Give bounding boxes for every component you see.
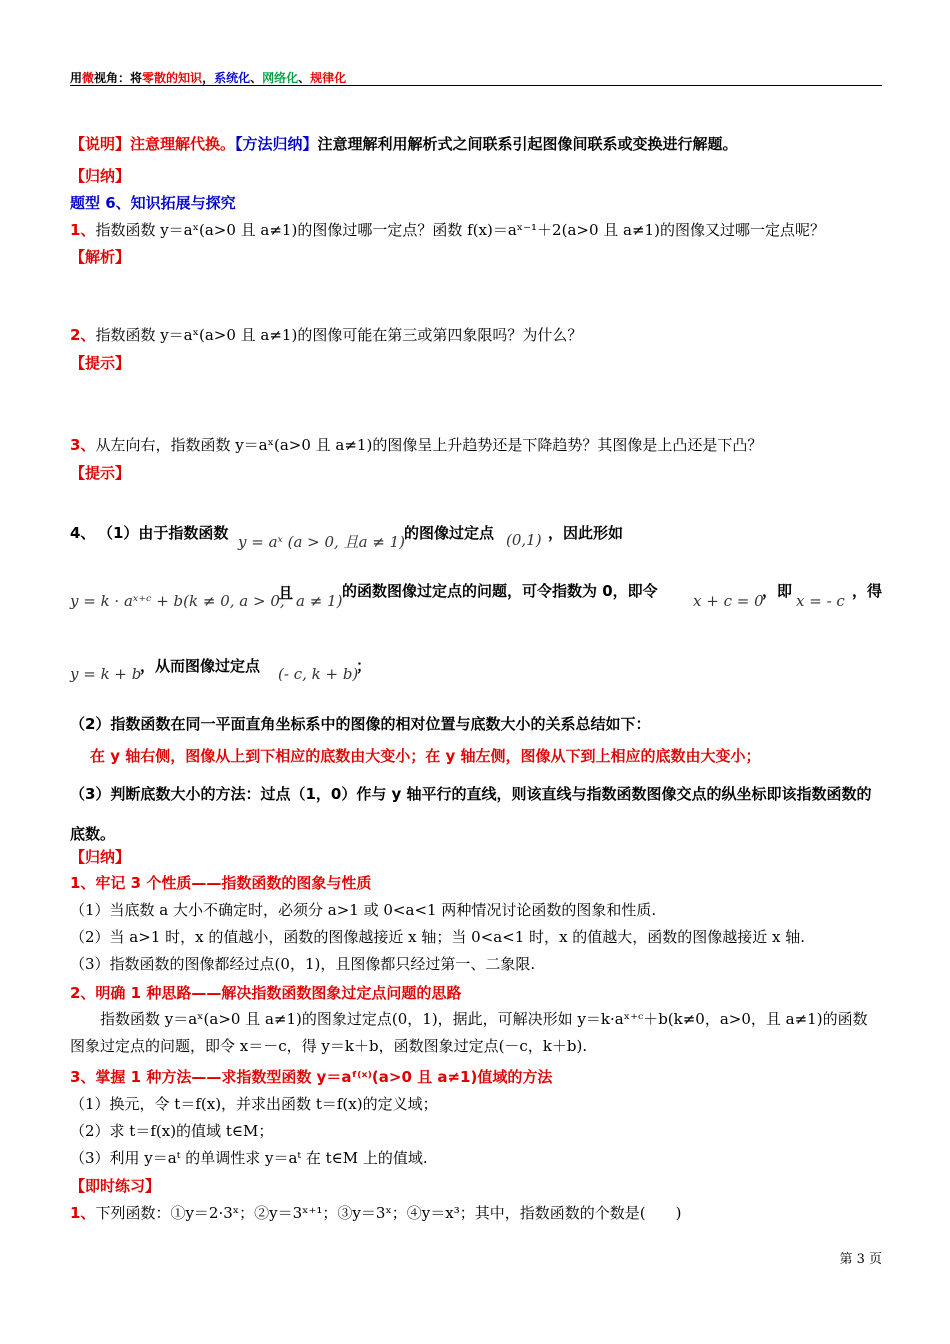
summary-item: （1）换元，令 t＝f(x)，并求出函数 t＝f(x)的定义域； [70,1095,438,1113]
header-part: 网络化 [262,71,299,85]
q4-text: 的函数图像过定点的问题，可令指数为 0，即令 [342,582,658,600]
summary-heading-2: 2、明确 1 种思路——解决指数函数图象过定点问题的思路 [70,984,462,1002]
header-part: 、 [250,71,263,85]
question-2 [70,324,582,345]
question-number: 1、 [70,221,96,239]
header-part: 微 [82,71,95,85]
question-number: 2、 [70,326,96,344]
q4-part-3: （3）判断底数大小的方法：过点（1，0）作与 y 轴平行的直线，则该直线与指数函数图像交点的纵坐标即该指数函数的底数。 [70,785,872,843]
page-number: 第 3 页 [839,1252,882,1267]
q4-text: ，从而图像过定点 [140,657,261,675]
header-part: ， [202,71,215,85]
header-part: 系统化 [214,71,251,85]
formula-exp-func: y = aˣ (a > 0, 且a ≠ 1) [238,533,406,551]
q4-text: （1）由于指数函数 [105,524,229,542]
method-tag: 【方法归纳】 [235,135,318,153]
header-part: 视角：将 [94,71,143,85]
question-text: 指数函数 y＝aˣ(a>0 且 a≠1)的图像过哪一定点？函数 f(x)＝aˣ⁻¹＋2(a>0 且 a≠1)的图像又过哪一定点呢？ [95,221,825,239]
summary-item: （3）利用 y＝aᵗ 的单调性求 y＝aᵗ 在 t∈M 上的值域. [70,1149,428,1167]
section-title: 题型 6、知识拓展与探究 [70,194,236,212]
question-text: 从左向右，指数函数 y＝aˣ(a>0 且 a≠1)的图像呈上升趋势还是下降趋势？其图像是上凸还是下凸？ [95,436,763,454]
q4-text: 且 [278,584,294,602]
note-text: 注意理解代换。 [130,135,236,153]
q4-text: ； [356,657,372,675]
note-tag: 【说明】 [70,135,131,153]
practice-tag: 【即时练习】 [70,1177,161,1195]
q4-text: 的图像过定点 [404,524,495,542]
page-header [70,69,346,86]
formula-x-plus-c: x + c = 0 [693,592,764,610]
header-part: 规律化 [310,71,347,85]
summary-item: （2）当 a>1 时，x 的值越小，函数的图像越接近 x 轴；当 0<a<1 时，x 的值越大，函数的图像越接近 x 轴. [70,928,806,946]
question-3 [70,434,762,455]
summary-heading-1: 1、牢记 3 个性质——指数函数的图象与性质 [70,874,372,892]
summary-paragraph: 指数函数 y＝aˣ(a>0 且 a≠1)的图象过定点(0，1)，据此，可解决形如 y＝k·aˣ⁺ᶜ＋b(k≠0，a>0，且 a≠1)的函数图象过定点的问题，即令 x＝－c，得 y＝k＋b，函数图象过定点(－c，k＋b). [70,1010,868,1055]
header-part: 、 [298,71,311,85]
hint-tag: 【提示】 [70,464,131,482]
formula-general: y = k · aˣ⁺ᶜ + b(k ≠ 0, a > 0, [70,592,285,610]
method-text: 注意理解利用解析式之间联系引起图像间联系或变换进行解题。 [317,135,738,153]
q4-text: ，即 [762,582,793,600]
formula-y-k-b: y = k + b [70,665,142,683]
summary-heading-3: 3、掌握 1 种方法——求指数型函数 y＝aᶠ⁽ˣ⁾(a>0 且 a≠1)值域的方法 [70,1068,553,1086]
summary-item: （2）求 t＝f(x)的值域 t∈M； [70,1122,274,1140]
summary-item: （3）指数函数的图像都经过点(0，1)，且图像都只经过第一、二象限. [70,955,536,973]
formula-point: (0,1) [506,531,542,549]
practice-question-1 [70,1202,681,1223]
summary-item: （1）当底数 a 大小不确定时，必须分 a>1 或 0<a<1 两种情况讨论函数的图象和性质. [70,901,657,919]
q4-text: ，因此形如 [548,524,624,542]
header-part: 零散的知识 [142,71,203,85]
q4-text: ，得 [852,582,883,600]
question-text: 下列函数：①y＝2·3ˣ；②y＝3ˣ⁺¹；③y＝3ˣ；④y＝x³；其中，指数函数的个数是( ) [95,1204,682,1222]
header-part: 用 [70,71,83,85]
formula-x-neg-c: x = - c [796,592,845,610]
question-number: 4、 [70,524,96,542]
q4-part-2: （2）指数函数在同一平面直角坐标系中的图像的相对位置与底数大小的关系总结如下： [70,715,651,733]
header-rule [70,85,882,86]
q4-part-2-rule: 在 y 轴右侧，图像从上到下相应的底数由大变小；在 y 轴左侧，图像从下到上相应的底数由大变小； [90,747,761,765]
intro-line [70,133,738,154]
hint-tag: 【提示】 [70,354,131,372]
summary-tag: 【归纳】 [70,848,131,866]
question-1 [70,219,825,240]
q4-line-1 [70,522,228,543]
question-number: 1、 [70,1204,96,1222]
question-text: 指数函数 y＝aˣ(a>0 且 a≠1)的图像可能在第三或第四象限吗？为什么？ [95,326,583,344]
formula-a-neq: a ≠ 1) [296,592,343,610]
question-number: 3、 [70,436,96,454]
summary-tag: 【归纳】 [70,167,131,185]
analysis-tag: 【解析】 [70,248,131,266]
formula-fixed-point: (- c, k + b) [278,665,359,683]
